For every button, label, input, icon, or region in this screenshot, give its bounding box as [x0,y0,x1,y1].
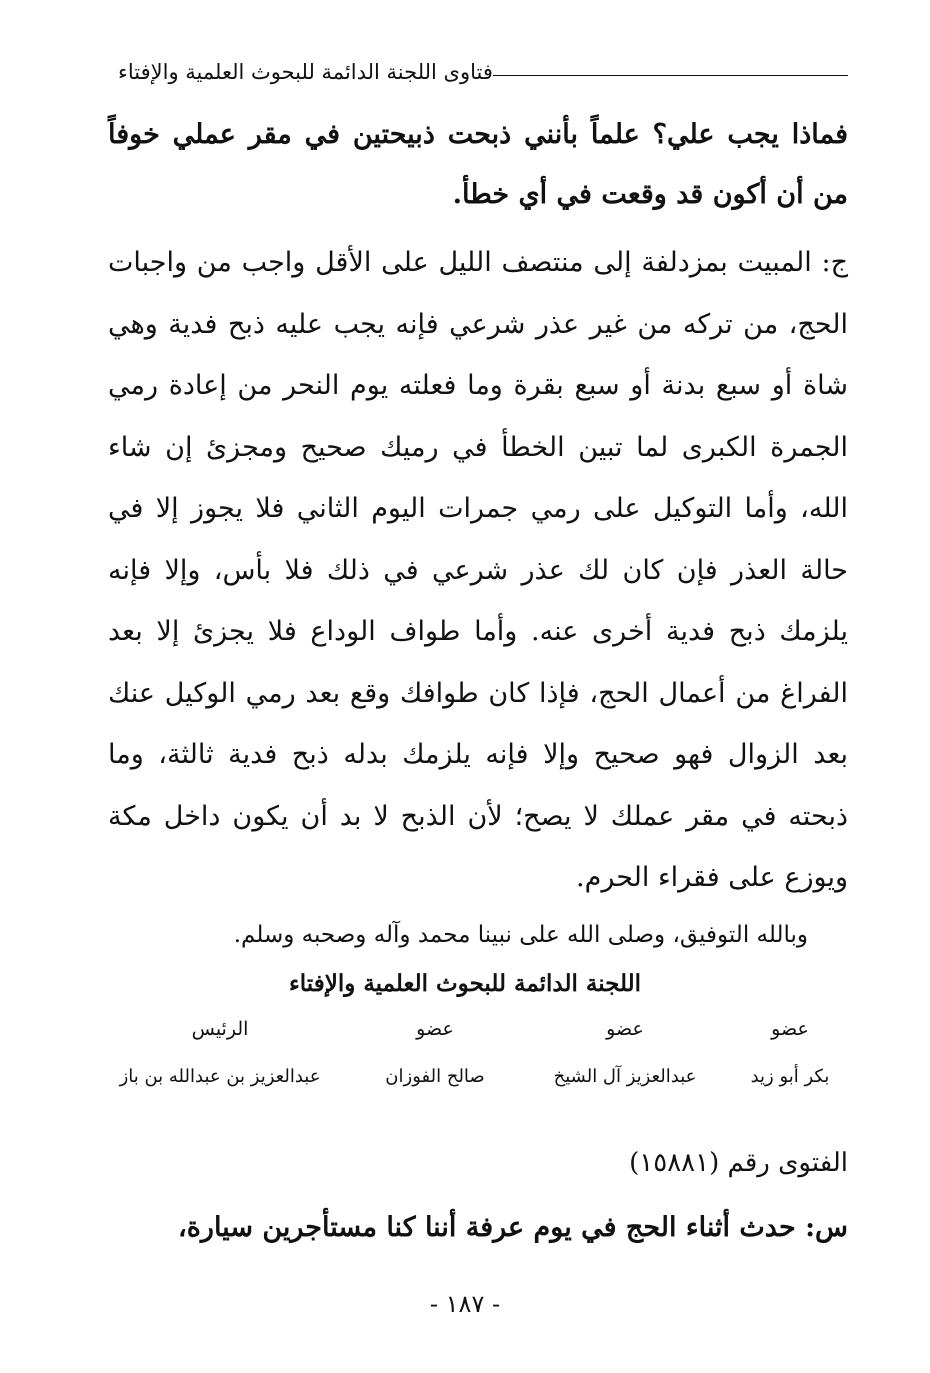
next-question: س: حدث أثناء الحج في يوم عرفة أننا كنا مستأجرين سيارة، [178,1212,848,1243]
closing-line: وبالله التوفيق، وصلى الله على نبينا محمد وآله وصحبه وسلم. [233,922,808,948]
signatory-role: عضو [771,1018,809,1040]
fatwa-number: الفتوى رقم (١٥٨٨١) [629,1148,848,1178]
signatory-role: عضو [606,1018,644,1040]
question-continuation: فماذا يجب علي؟ علماً بأنني ذبحت ذبيحتين في مقر عملي خوفاً من أن أكون قد وقعت في أي خطأ. [108,119,848,210]
running-header [110,56,848,88]
signatory-role: الرئيس [191,1018,249,1040]
header-rule [493,75,848,76]
signatory-name: صالح الفوزان [385,1066,485,1087]
committee-name: اللجنة الدائمة للبحوث العلمية والإفتاء [288,970,642,997]
signatory-roles [110,1018,840,1040]
signatory-role: عضو [416,1018,454,1040]
signatory-name: بكر أبو زيد [750,1066,830,1087]
signatory-name: عبدالعزيز آل الشيخ [553,1066,697,1087]
answer-paragraph: ج: المبيت بمزدلفة إلى منتصف الليل على الأقل واجب من واجبات الحج، من تركه من غير عذر شرعي فإنه يجب عليه ذبح فدية وهي شاة أو سبع بدنة أو سبع بقرة وما فعلته يوم النحر من إعادة رمي الجمرة الكبرى لما تبين الخطأ في رميك صحيح ومجزئ إن شاء الله، وأما التوكيل على رمي جمرات اليوم الثاني فلا يجوز إلا في حالة العذر فإن كان لك عذر شرعي في ذلك فلا بأس، وإلا فإنه يلزمك ذبح فدية أخرى عنه. وأما طواف الوداع فلا يجزئ إلا بعد الفراغ من أعمال الحج، فإذا كان طوافك وقع بعد رمي الوكيل عنك بعد الزوال فهو صحيح وإلا فإنه يلزمك بدله ذبح فدية ثالثة، وما ذبحته في مقر عملك لا يصح؛ لأن الذبح لا بد أن يكون داخل مكة ويوزع على فقراء الحرم. [108,247,848,893]
signatory-name: عبدالعزيز بن عبدالله بن باز [119,1066,321,1087]
header-title: فتاوى اللجنة الدائمة للبحوث العلمية والإفتاء [118,60,493,84]
page-number: - ١٨٧ - [429,1290,501,1318]
signatory-names [110,1066,840,1087]
